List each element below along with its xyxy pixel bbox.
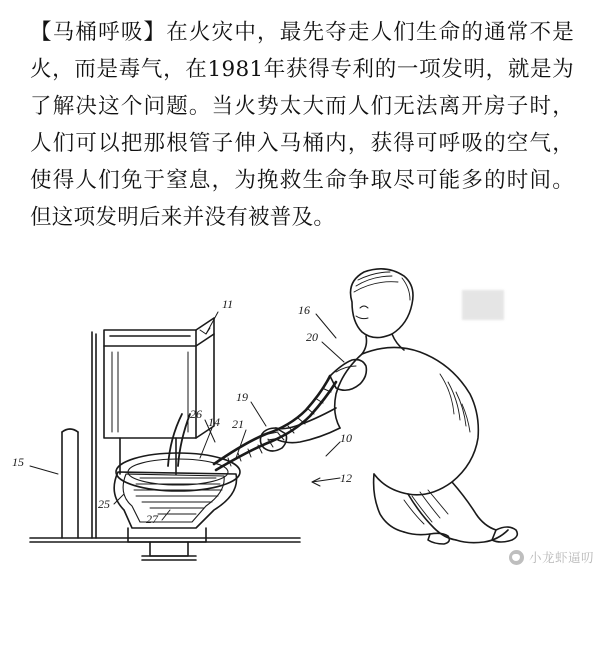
svg-text:27: 27 xyxy=(146,512,158,526)
patent-figure xyxy=(0,242,600,572)
svg-text:26: 26 xyxy=(190,407,202,421)
article-body-text: 【马桶呼吸】在火灾中，最先夺走人们生命的通常不是火，而是毒气，在1981年获得专利的一项发明，就是为了解决这个问题。当火势太大而人们无法离开房子时，人们可以把那根管子伸入马桶内，获得可呼吸的空气，使得人们免于窒息，为挽救生命争取尽可能多的时间。但这项发明后来并没有被普及。 xyxy=(30,20,574,230)
svg-text:11: 11 xyxy=(222,297,234,311)
watermark-account-name: 小龙虾逼叨 xyxy=(528,550,594,565)
blurred-region xyxy=(462,290,504,320)
svg-text:19: 19 xyxy=(236,390,248,404)
patent-illustration-svg xyxy=(0,242,600,572)
svg-text:10: 10 xyxy=(340,431,352,445)
svg-text:16: 16 xyxy=(298,303,310,317)
avatar-circle-icon xyxy=(509,550,524,565)
svg-text:21: 21 xyxy=(232,417,244,431)
svg-text:15: 15 xyxy=(12,455,24,469)
svg-text:14: 14 xyxy=(208,415,220,429)
svg-text:12: 12 xyxy=(340,471,352,485)
svg-text:25: 25 xyxy=(98,497,110,511)
watermark xyxy=(509,548,594,566)
svg-text:20: 20 xyxy=(306,330,318,344)
